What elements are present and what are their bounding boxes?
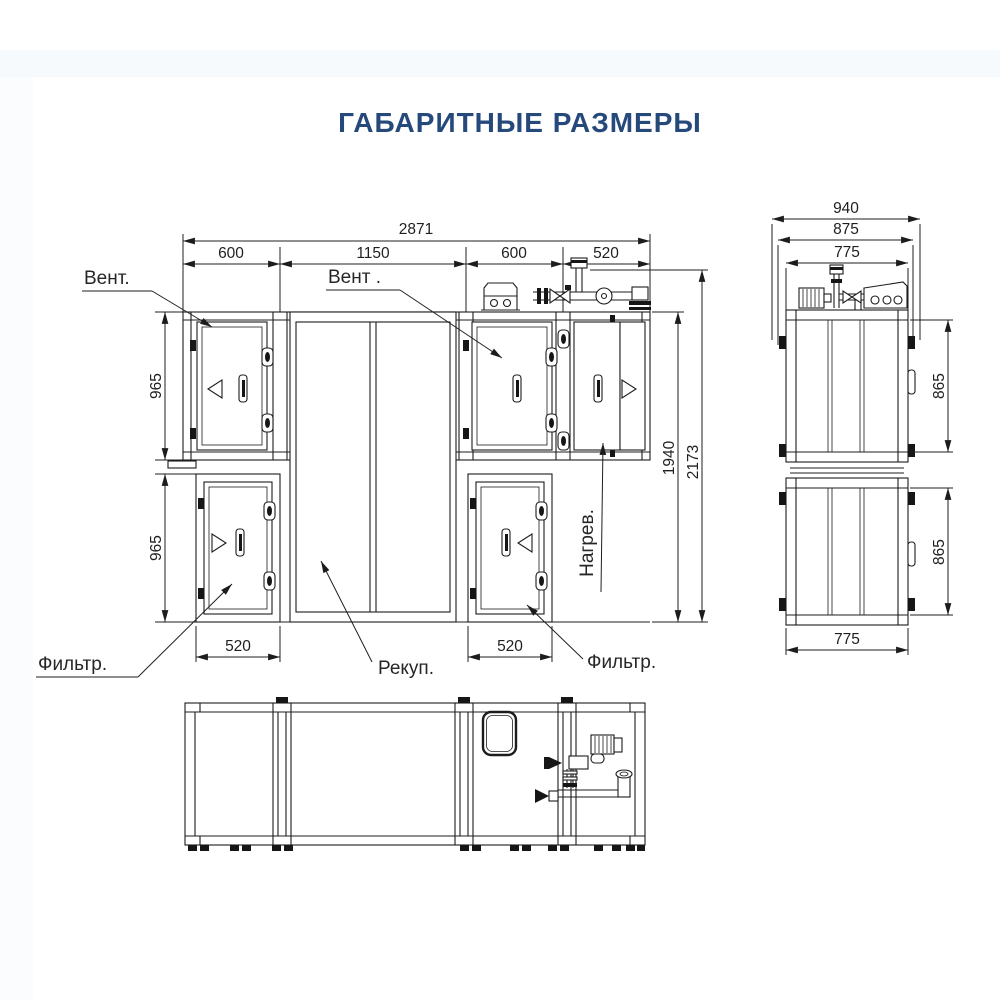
dim-front-height-top-left <box>148 312 165 460</box>
dim-side-overall-width <box>772 200 920 219</box>
heater-piping-front <box>533 258 651 310</box>
svg-text:1940: 1940 <box>661 440 678 476</box>
svg-text:2173: 2173 <box>685 444 702 480</box>
dim-front-total-width <box>183 221 650 241</box>
dim-front-height-unit <box>661 312 678 622</box>
fan-left-door <box>190 322 273 450</box>
svg-text:965: 965 <box>148 535 165 561</box>
svg-text:520: 520 <box>225 638 251 655</box>
svg-text:965: 965 <box>148 373 165 399</box>
dim-side-frame-width-bottom <box>786 631 908 650</box>
dim-filter-left-width <box>196 626 280 662</box>
svg-text:865: 865 <box>931 539 948 565</box>
svg-text:940: 940 <box>833 200 859 217</box>
filter-left-module <box>196 474 280 622</box>
control-box <box>481 283 520 310</box>
side-module-bottom <box>786 478 908 625</box>
svg-text:600: 600 <box>218 245 244 262</box>
dim-front-seg-fan-left <box>183 245 280 264</box>
svg-text:520: 520 <box>593 245 619 262</box>
svg-text:775: 775 <box>834 631 860 648</box>
unit-feet <box>188 845 645 851</box>
svg-text:Вент.: Вент. <box>84 268 130 289</box>
svg-text:1150: 1150 <box>356 245 390 262</box>
label-heater <box>577 443 603 592</box>
dim-front-height-bottom-left <box>148 474 165 622</box>
dim-side-module-bottom-height <box>931 488 948 615</box>
dim-filter-right-width <box>468 626 552 662</box>
dim-front-height-overall <box>685 270 702 622</box>
dim-front-seg-recup <box>280 245 466 264</box>
svg-text:2871: 2871 <box>398 221 434 238</box>
svg-text:Фильтр.: Фильтр. <box>38 654 108 675</box>
svg-text:875: 875 <box>833 221 859 238</box>
filter-right-module <box>468 474 552 622</box>
plan-view <box>185 697 645 851</box>
service-hatch <box>483 712 516 755</box>
svg-text:Вент .: Вент . <box>328 267 381 288</box>
side-view <box>772 200 953 655</box>
svg-text:Рекуп.: Рекуп. <box>378 658 434 679</box>
svg-text:Нагрев.: Нагрев. <box>577 509 598 577</box>
pump-icon <box>591 735 614 754</box>
dim-front-seg-fan-right <box>466 245 563 264</box>
svg-text:600: 600 <box>501 245 527 262</box>
side-piping-assembly <box>799 265 907 310</box>
svg-text:775: 775 <box>834 244 860 261</box>
dim-side-module-top-height <box>931 320 948 452</box>
front-view <box>36 221 708 679</box>
svg-text:520: 520 <box>497 638 523 655</box>
svg-text:Фильтр.: Фильтр. <box>587 652 657 673</box>
svg-text:865: 865 <box>931 373 948 399</box>
page-title: ГАБАРИТНЫЕ РАЗМЕРЫ <box>338 107 702 138</box>
dim-side-frame-width-top <box>786 244 908 263</box>
side-module-top <box>786 310 908 462</box>
recuperator-section <box>290 312 456 622</box>
dim-side-hardware-width <box>778 221 913 240</box>
